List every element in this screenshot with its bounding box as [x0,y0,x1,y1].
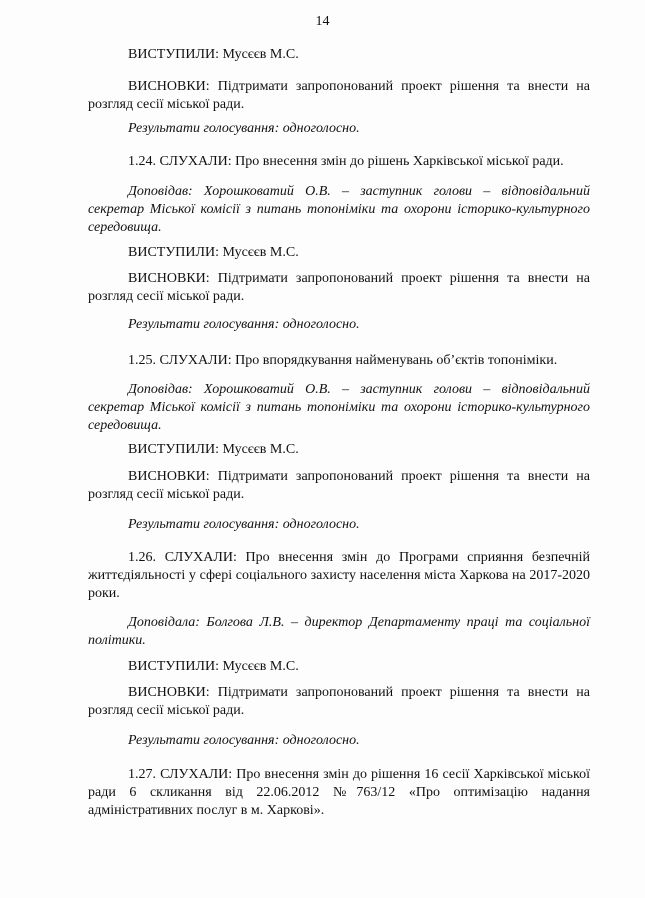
paragraph-voting-1: Результати голосування: одноголосно. [128,121,360,136]
paragraph-vysnovky-3: ВИСНОВКИ: Підтримати запропонований проект рішення та внести на розгляд сесії міської ради. [88,469,590,502]
paragraph-vysnovky-2: ВИСНОВКИ: Підтримати запропонований проект рішення та внести на розгляд сесії міської ради. [88,271,590,304]
paragraph-speaker-1-26: Доповідала: Болгова Л.В. – директор Департаменту праці та соціальної політики. [88,615,590,648]
paragraph-voting-3: Результати голосування: одноголосно. [128,517,360,532]
paragraph-speaker-1-24: Доповідав: Хорошковатий О.В. – заступник голови – відповідальний секретар Міської комісії з питань топоніміки та охорони історико-культурного середовища. [88,184,590,235]
paragraph-vystupyly-2: ВИСТУПИЛИ: Мусєєв М.С. [128,245,299,260]
paragraph-item-1-25: 1.25. СЛУХАЛИ: Про впорядкування найменувань об’єктів топоніміки. [128,353,558,368]
paragraph-vysnovky-4: ВИСНОВКИ: Підтримати запропонований проект рішення та внести на розгляд сесії міської ради. [88,685,590,718]
paragraph-vystupyly-4: ВИСТУПИЛИ: Мусєєв М.С. [128,659,299,674]
paragraph-voting-2: Результати голосування: одноголосно. [128,317,360,332]
paragraph-item-1-24: 1.24. СЛУХАЛИ: Про внесення змін до рішень Харківської міської ради. [128,154,564,169]
paragraph-vystupyly-1: ВИСТУПИЛИ: Мусєєв М.С. [128,47,299,62]
paragraph-item-1-26: 1.26. СЛУХАЛИ: Про внесення змін до Програми сприяння безпечній життєдіяльності у сфері соціального захисту населення міста Харкова на 2017-2020 роки. [88,550,590,601]
paragraph-voting-4: Результати голосування: одноголосно. [128,733,360,748]
paragraph-item-1-27: 1.27. СЛУХАЛИ: Про внесення змін до рішення 16 сесії Харківської міської ради 6 скликання від 22.06.2012 №763/12 «Про оптимізацію надання адміністративних послуг в м. Харкові». [88,767,590,818]
page-number: 14 [315,14,330,29]
paragraph-vystupyly-3: ВИСТУПИЛИ: Мусєєв М.С. [128,442,299,457]
paragraph-vysnovky-1: ВИСНОВКИ: Підтримати запропонований проект рішення та внести на розгляд сесії міської ради. [88,79,590,112]
paragraph-speaker-1-25: Доповідав: Хорошковатий О.В. – заступник голови – відповідальний секретар Міської комісії з питань топоніміки та охорони історико-культурного середовища. [88,382,590,433]
